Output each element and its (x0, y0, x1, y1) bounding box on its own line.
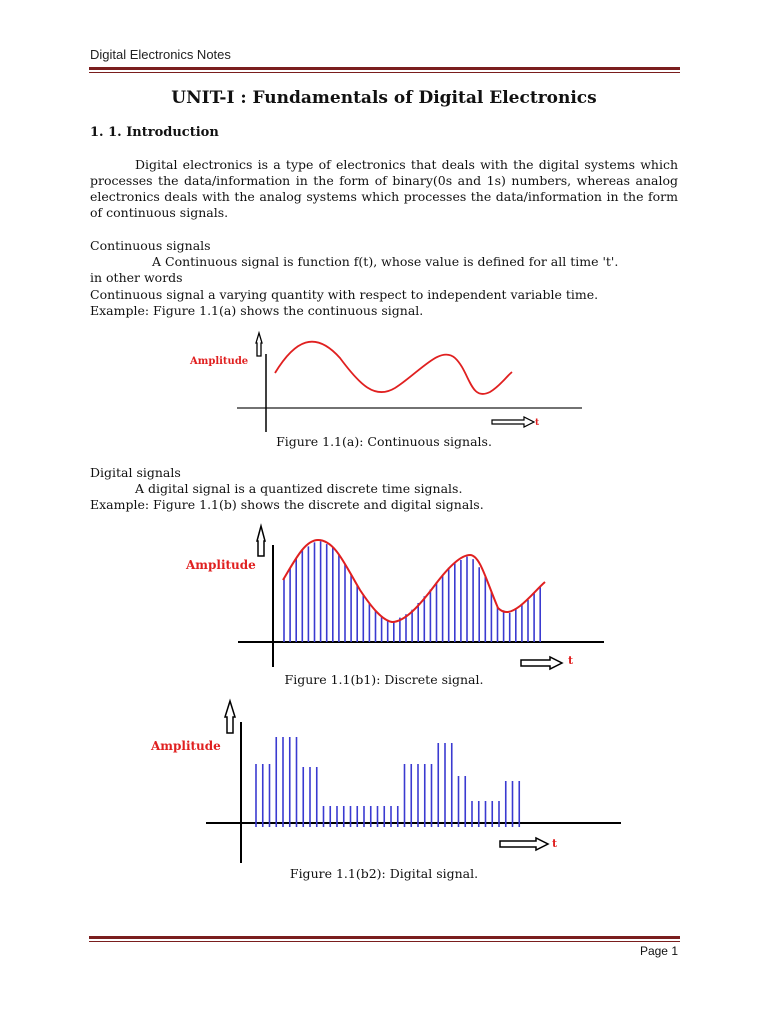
intro-paragraph: Digital electronics is a type of electronics that deals with the digital systems which processes the data/information in the form of binary(0s and 1s) numbers, whereas analog electronics deals with the analog systems which processes the data/information in the form of continuous signals. (90, 157, 678, 220)
figure-b2-caption: Figure 1.1(b2): Digital signal. (289, 866, 479, 881)
continuous-line3: Continuous signal a varying quantity with respect to independent variable time. (90, 287, 599, 302)
figure-b1-samples (284, 541, 540, 642)
figure-b2-up-arrow (225, 701, 235, 733)
figure-b1-amplitude-label: Amplitude (186, 558, 256, 572)
running-header: Digital Electronics Notes (90, 47, 231, 62)
figure-b2-time-arrow (500, 838, 548, 850)
footer-rule (89, 936, 680, 939)
figure-b1-time-label: t (568, 654, 574, 667)
figure-a-amplitude-label: Amplitude (190, 356, 249, 367)
figure-a-caption: Figure 1.1(a): Continuous signals. (276, 434, 492, 449)
continuous-line1: A Continuous signal is function f(t), whose value is defined for all time 't'. (152, 254, 619, 269)
figure-b2 (150, 701, 621, 863)
figure-b2-time-label: t (552, 837, 558, 850)
digital-line2: Example: Figure 1.1(b) shows the discrete and digital signals. (90, 497, 484, 512)
digital-line1: A digital signal is a quantized discrete time signals. (135, 481, 463, 496)
page-number: Page 1 (639, 944, 678, 958)
figure-a-continuous-wave (275, 342, 512, 394)
section-heading: 1. 1. Introduction (90, 125, 219, 140)
figure-b2-samples (256, 737, 519, 827)
figure-b1-up-arrow (257, 526, 265, 556)
continuous-heading: Continuous signals (90, 238, 211, 253)
figure-a-up-arrow (256, 333, 262, 356)
figure-b1-envelope (283, 540, 545, 622)
figure-a-time-arrow (492, 417, 534, 427)
unit-title: UNIT-I : Fundamentals of Digital Electronics (171, 88, 597, 108)
figure-b1 (185, 526, 604, 669)
figure-b2-amplitude-label: Amplitude (151, 739, 221, 753)
figure-b1-caption: Figure 1.1(b1): Discrete signal. (284, 672, 484, 687)
figure-a-time-label: t (535, 418, 540, 428)
continuous-line4: Example: Figure 1.1(a) shows the continuous signal. (90, 303, 424, 318)
continuous-line2: in other words (90, 270, 183, 285)
digital-heading: Digital signals (90, 465, 181, 480)
footer-rule-thin (89, 941, 680, 942)
figure-a (189, 333, 582, 432)
figure-b1-time-arrow (521, 657, 562, 669)
